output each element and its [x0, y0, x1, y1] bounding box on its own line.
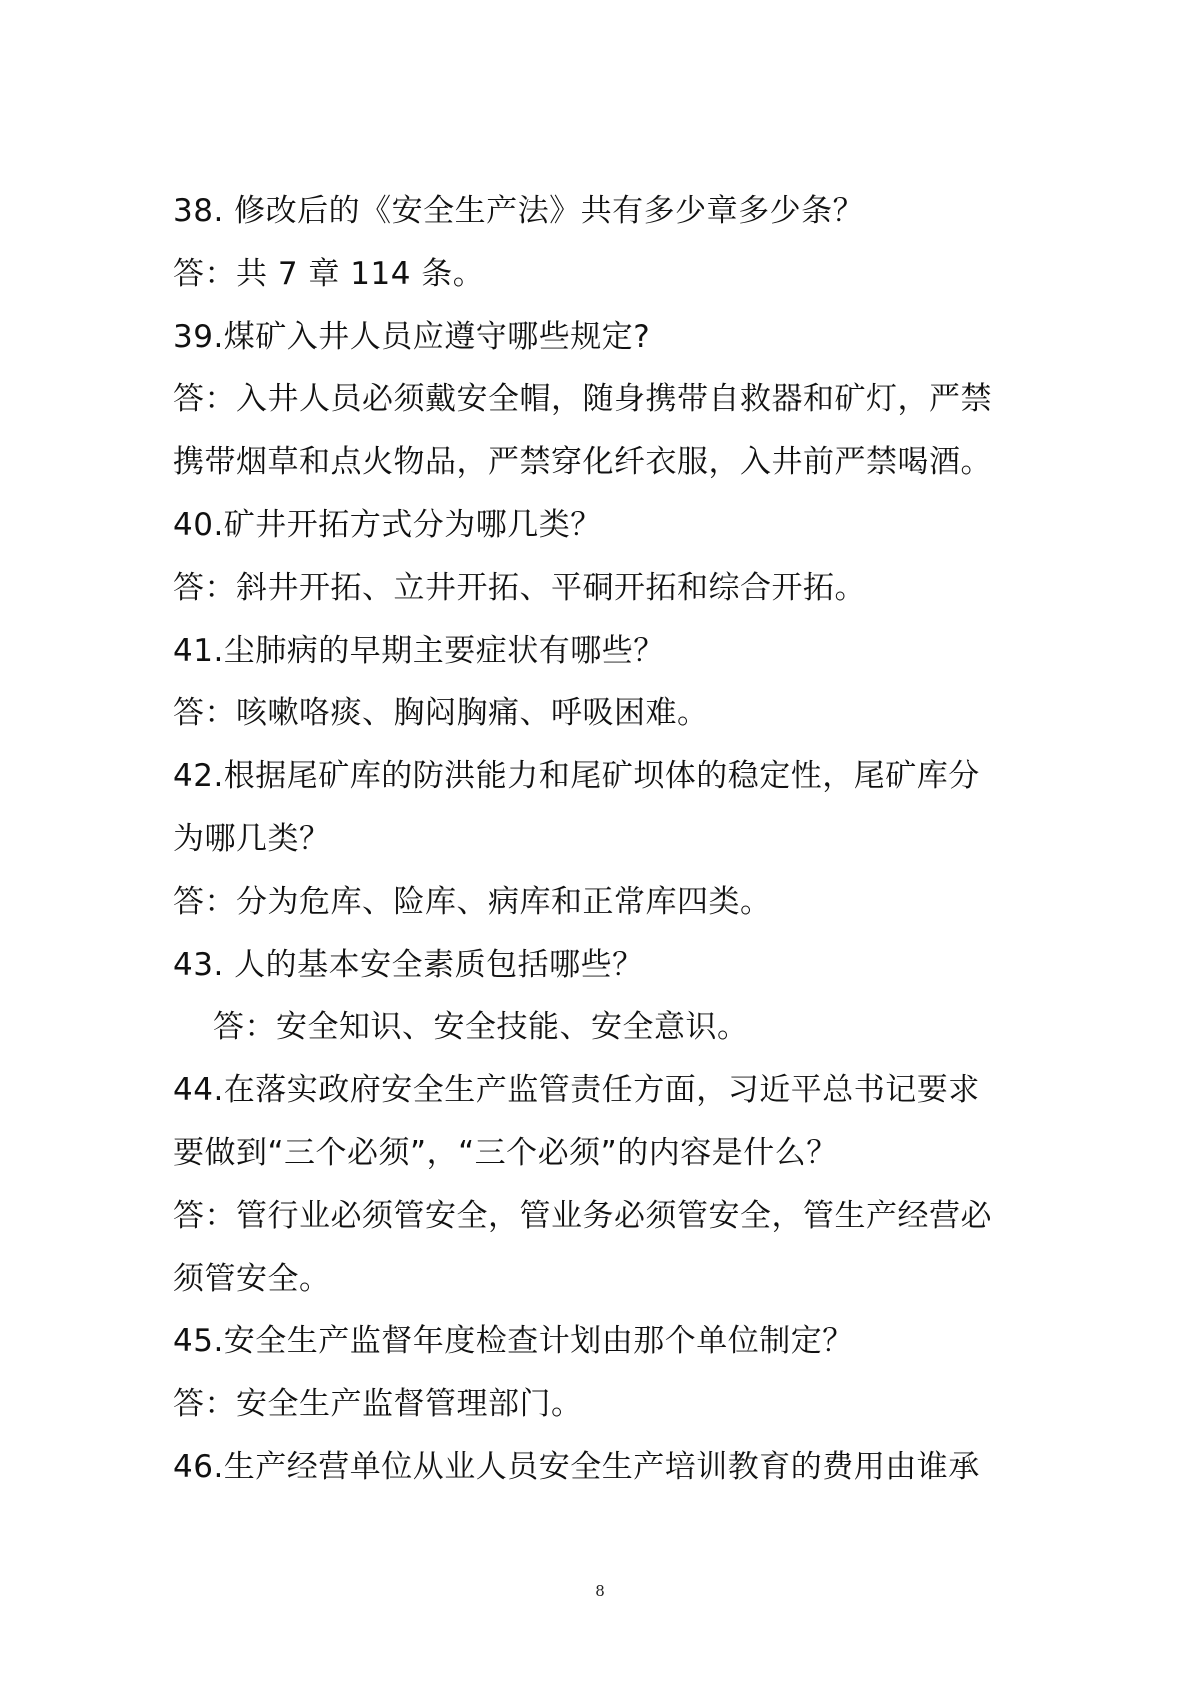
answer-44-line-1: 答：管行业必须管安全，管业务必须管安全，管生产经营必 — [173, 1197, 992, 1234]
question-44-line-1: 44.在落实政府安全生产监管责任方面，习近平总书记要求 — [173, 1072, 980, 1109]
answer-40: 答：斜井开拓、立井开拓、平硐开拓和综合开拓。 — [173, 569, 866, 606]
answer-45: 答：安全生产监督管理部门。 — [173, 1386, 583, 1423]
answer-41: 答：咳嗽咯痰、胸闷胸痛、呼吸困难。 — [173, 695, 709, 732]
answer-42: 答：分为危库、险库、病库和正常库四类。 — [173, 883, 772, 920]
answer-43: 答：安全知识、安全技能、安全意识。 — [213, 1009, 749, 1046]
document-body — [173, 180, 1073, 1499]
question-42-line-1: 42.根据尾矿库的防洪能力和尾矿坝体的稳定性，尾矿库分 — [173, 758, 980, 795]
question-43: 43. 人的基本安全素质包括哪些？ — [173, 946, 644, 983]
question-44-line-2: 要做到“三个必须”，“三个必须”的内容是什么？ — [173, 1134, 838, 1171]
answer-44-line-2: 须管安全。 — [173, 1260, 331, 1297]
question-45: 45.安全生产监督年度检查计划由那个单位制定？ — [173, 1323, 854, 1360]
question-41: 41.尘肺病的早期主要症状有哪些？ — [173, 632, 665, 669]
page-number: 8 — [595, 1582, 605, 1600]
question-38: 38. 修改后的《安全生产法》共有多少章多少条？ — [173, 193, 865, 229]
answer-38: 答：共 7 章 114 条。 — [173, 255, 485, 292]
answer-39-line-1: 答：入井人员必须戴安全帽，随身携带自救器和矿灯，严禁 — [173, 381, 992, 418]
question-42-line-2: 为哪几类？ — [173, 820, 331, 857]
question-46: 46.生产经营单位从业人员安全生产培训教育的费用由谁承 — [173, 1448, 980, 1485]
question-39: 39.煤矿入井人员应遵守哪些规定? — [173, 318, 651, 355]
answer-39-line-2: 携带烟草和点火物品，严禁穿化纤衣服，入井前严禁喝酒。 — [173, 444, 992, 481]
question-40: 40.矿井开拓方式分为哪几类？ — [173, 506, 602, 543]
